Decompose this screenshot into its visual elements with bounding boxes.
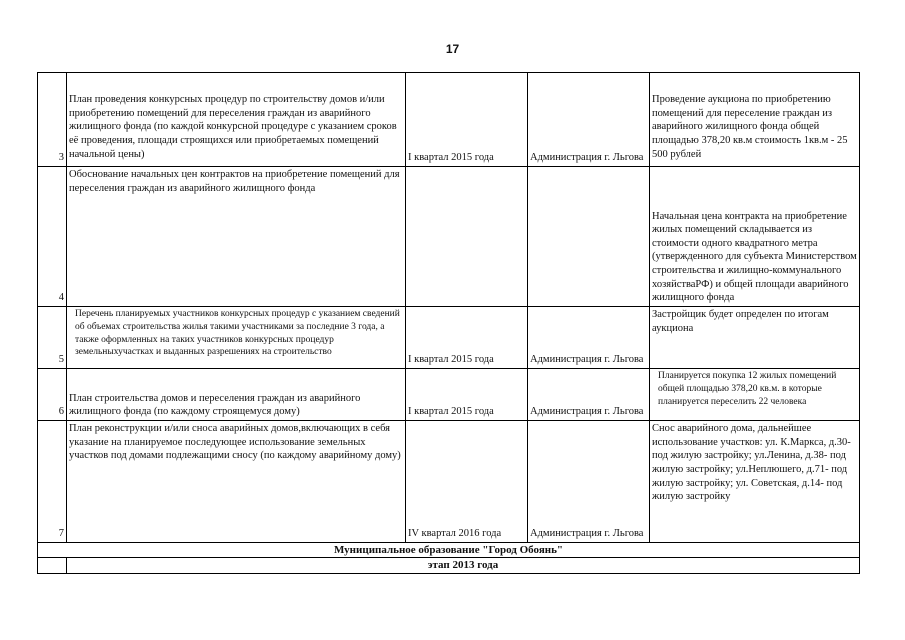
page-number: 17 — [445, 42, 460, 56]
row-number: 6 — [38, 369, 67, 421]
row-responsible: Администрация г. Льгова — [528, 307, 650, 369]
section-stage: этап 2013 года — [67, 558, 860, 573]
row-result: Начальная цена контракта на приобретение жилых помещений складывается из стоимости одного квадратного метра (утвержденного для субъекта Министерством строительства и жилищно-коммунального хозяйстваРФ) и общей площади аварийного жилищного фонда — [650, 167, 860, 307]
row-number: 5 — [38, 307, 67, 369]
row-period: I квартал 2015 года — [406, 73, 528, 167]
row-number: 4 — [38, 167, 67, 307]
row-period: I квартал 2015 года — [406, 369, 528, 421]
row-period: I квартал 2015 года — [406, 307, 528, 369]
row-description: План проведения конкурсных процедур по строительству домов и/или приобретению помещений для переселения граждан из аварийного жилищного фонда (по каждой конкурсной процедуре с указанием сроков её проведения, площади строящихся или приобретаемых помещений начальной цены) — [67, 73, 406, 167]
row-responsible: Администрация г. Льгова — [528, 369, 650, 421]
row-description: Обоснование начальных цен контрактов на приобретение помещений для переселения граждан из аварийного жилищного фонда — [67, 167, 406, 307]
row-responsible: Администрация г. Льгова — [528, 421, 650, 543]
row-result: Планируется покупка 12 жилых помещений общей площадью 378,20 кв.м. в которые планируется переселить 22 человека — [650, 369, 860, 421]
row-result: Снос аварийного дома, дальнейшее использование участков: ул. К.Маркса, д.30- под жилую застройку; ул.Ленина, д.38- под жилую застройку; ул.Неплюшего, д.71- под жилую застройку; ул. Советская, д.14- под жилую застройку — [650, 421, 860, 543]
row-description: Перечень планируемых участников конкурсных процедур с указанием сведений об объемах строительства жилья такими участниками за последние 3 года, а также оформленных на таких участников конкурсных процедур земельныхучастках и выданных разрешениях на строительство — [67, 307, 406, 369]
section-municipality-row — [38, 543, 860, 558]
row-result: Застройщик будет определен по итогам аукциона — [650, 307, 860, 369]
section-municipality: Муниципальное образование "Город Обоянь" — [38, 543, 860, 558]
row-number: 3 — [38, 73, 67, 167]
row-description: План строительства домов и переселения граждан из аварийного жилищного фонда (по каждому строящемуся дому) — [67, 369, 406, 421]
table-row-5 — [38, 307, 860, 369]
row-description: План реконструкции и/или сноса аварийных домов,включающих в себя указание на планируемое последующее использование земельных участков под домами подлежащими сносу (по каждому аварийному дому) — [67, 421, 406, 543]
row-responsible — [528, 167, 650, 307]
program-table — [37, 72, 860, 574]
row-result: Проведение аукциона по приобретению помещений для переселение граждан из аварийного жилищного фонда общей площадью 378,20 кв.м стоимость 1кв.м - 25 500 рублей — [650, 73, 860, 167]
row-number: 7 — [38, 421, 67, 543]
table-row-3 — [38, 73, 860, 167]
table-row-6 — [38, 369, 860, 421]
table-row-7 — [38, 421, 860, 543]
row-period — [406, 167, 528, 307]
row-responsible: Администрация г. Льгова — [528, 73, 650, 167]
section-stage-spacer — [38, 558, 67, 573]
table-row-4 — [38, 167, 860, 307]
row-period: IV квартал 2016 года — [406, 421, 528, 543]
section-stage-row — [38, 558, 860, 573]
